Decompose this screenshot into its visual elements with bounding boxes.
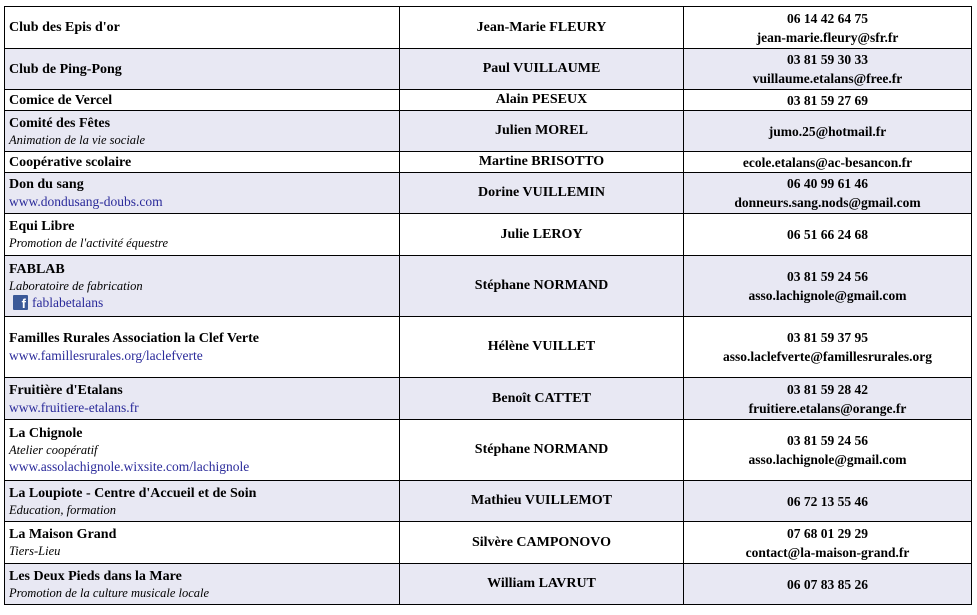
contact-name: Stéphane NORMAND: [400, 256, 684, 317]
table-row: [5, 90, 972, 111]
contact-info-cell: [684, 7, 972, 49]
association-name: Comité des Fêtes: [9, 115, 111, 131]
table-row: [5, 420, 972, 481]
association-description: Promotion de la culture musicale locale: [9, 585, 210, 600]
association-description: Education, formation: [9, 502, 116, 517]
contact-info-cell: [684, 256, 972, 317]
phone-number: 03 81 59 37 95: [787, 330, 868, 345]
association-name: Fruitière d'Etalans: [9, 382, 123, 398]
table-row: [5, 522, 972, 564]
association-description: Laboratoire de fabrication: [9, 279, 143, 293]
contact-info-cell: [684, 564, 972, 605]
phone-number: 06 07 83 85 26: [787, 576, 868, 592]
contact-name: Mathieu VUILLEMOT: [400, 481, 684, 522]
association-cell: [5, 564, 400, 605]
phone-number: 07 68 01 29 29: [787, 525, 868, 541]
table-row: [5, 256, 972, 317]
contact-name: Julien MOREL: [400, 111, 684, 152]
phone-number: 06 40 99 61 46: [787, 176, 868, 191]
website-link[interactable]: www.famillesrurales.org/laclefverte: [9, 348, 203, 363]
phone-number: 03 81 59 30 33: [787, 52, 868, 67]
contact-name: Julie LEROY: [400, 214, 684, 256]
email-address: jumo.25@hotmail.fr: [768, 123, 887, 139]
table-row: [5, 214, 972, 256]
association-cell: [5, 522, 400, 564]
email-address: asso.lachignole@gmail.com: [748, 452, 907, 467]
association-cell: [5, 152, 400, 173]
association-name: Coopérative scolaire: [9, 154, 132, 170]
association-name: FABLAB: [9, 262, 65, 277]
table-row: [5, 173, 972, 214]
phone-number: 06 51 66 24 68: [787, 227, 868, 242]
association-name: Comice de Vercel: [9, 92, 113, 108]
association-cell: [5, 256, 400, 317]
facebook-icon: f: [13, 295, 28, 310]
facebook-page-link[interactable]: [9, 294, 395, 311]
contact-name: Stéphane NORMAND: [400, 420, 684, 481]
phone-number: 06 14 42 64 75: [787, 10, 868, 26]
table-row: [5, 481, 972, 522]
contact-info-cell: [684, 90, 972, 111]
website-link[interactable]: www.fruitiere-etalans.fr: [9, 399, 139, 415]
association-name: La Chignole: [9, 426, 83, 441]
association-name: Don du sang: [9, 177, 84, 192]
phone-number: 06 72 13 55 46: [787, 493, 868, 509]
association-cell: [5, 7, 400, 49]
website-link[interactable]: www.dondusang-doubs.com: [9, 194, 163, 209]
contact-name: Hélène VUILLET: [400, 317, 684, 378]
table-row: [5, 564, 972, 605]
table-row: [5, 7, 972, 49]
association-name: Club des Epis d'or: [9, 20, 120, 35]
website-link[interactable]: www.assolachignole.wixsite.com/lachignole: [9, 459, 250, 474]
association-name: La Loupiote - Centre d'Accueil et de Soin: [9, 485, 257, 501]
contact-name: Martine BRISOTTO: [400, 152, 684, 173]
contact-name: Dorine VUILLEMIN: [400, 173, 684, 214]
email-address: asso.lachignole@gmail.com: [748, 288, 907, 303]
contact-info-cell: [684, 378, 972, 420]
association-cell: [5, 378, 400, 420]
association-description: Promotion de l'activité équestre: [9, 236, 168, 250]
association-description: Tiers-Lieu: [9, 544, 61, 558]
contact-name: Benoît CATTET: [400, 378, 684, 420]
contact-name: Paul VUILLAUME: [400, 49, 684, 90]
association-cell: [5, 317, 400, 378]
table-row: [5, 49, 972, 90]
email-address: jean-marie.fleury@sfr.fr: [756, 29, 899, 45]
association-name: Club de Ping-Pong: [9, 61, 122, 77]
email-address: vuillaume.etalans@free.fr: [752, 71, 903, 86]
contact-info-cell: [684, 522, 972, 564]
table-row: [5, 111, 972, 152]
phone-number: 03 81 59 24 56: [787, 269, 868, 284]
association-name: Equi Libre: [9, 219, 75, 234]
contact-info-cell: [684, 49, 972, 90]
contact-name: William LAVRUT: [400, 564, 684, 605]
email-address: ecole.etalans@ac-besancon.fr: [742, 154, 913, 170]
association-name: La Maison Grand: [9, 527, 117, 542]
table-row: [5, 378, 972, 420]
associations-table: [4, 6, 972, 605]
table-row: [5, 317, 972, 378]
association-description: Animation de la vie sociale: [9, 132, 146, 147]
email-address: contact@la-maison-grand.fr: [745, 544, 910, 560]
contact-info-cell: [684, 420, 972, 481]
association-cell: [5, 173, 400, 214]
association-name: Familles Rurales Association la Clef Verte: [9, 331, 260, 346]
contact-name: Alain PESEUX: [400, 90, 684, 111]
association-cell: [5, 111, 400, 152]
association-cell: [5, 420, 400, 481]
email-address: donneurs.sang.nods@gmail.com: [734, 195, 921, 210]
table-row: [5, 152, 972, 173]
contact-info-cell: [684, 317, 972, 378]
phone-number: 03 81 59 27 69: [787, 92, 868, 108]
contact-info-cell: [684, 173, 972, 214]
email-address: fruitiere.etalans@orange.fr: [748, 400, 907, 416]
contact-name: Silvère CAMPONOVO: [400, 522, 684, 564]
association-name: Les Deux Pieds dans la Mare: [9, 568, 182, 584]
association-cell: [5, 214, 400, 256]
facebook-page-name: fablabetalans: [32, 295, 104, 310]
phone-number: 03 81 59 24 56: [787, 433, 868, 448]
contact-name: Jean-Marie FLEURY: [400, 7, 684, 49]
association-cell: [5, 481, 400, 522]
association-cell: [5, 90, 400, 111]
email-address: asso.laclefverte@famillesrurales.org: [723, 349, 932, 364]
contact-info-cell: [684, 111, 972, 152]
contact-info-cell: [684, 152, 972, 173]
association-cell: [5, 49, 400, 90]
contact-info-cell: [684, 481, 972, 522]
contact-info-cell: [684, 214, 972, 256]
phone-number: 03 81 59 28 42: [787, 381, 868, 397]
association-description: Atelier coopératif: [9, 443, 98, 457]
